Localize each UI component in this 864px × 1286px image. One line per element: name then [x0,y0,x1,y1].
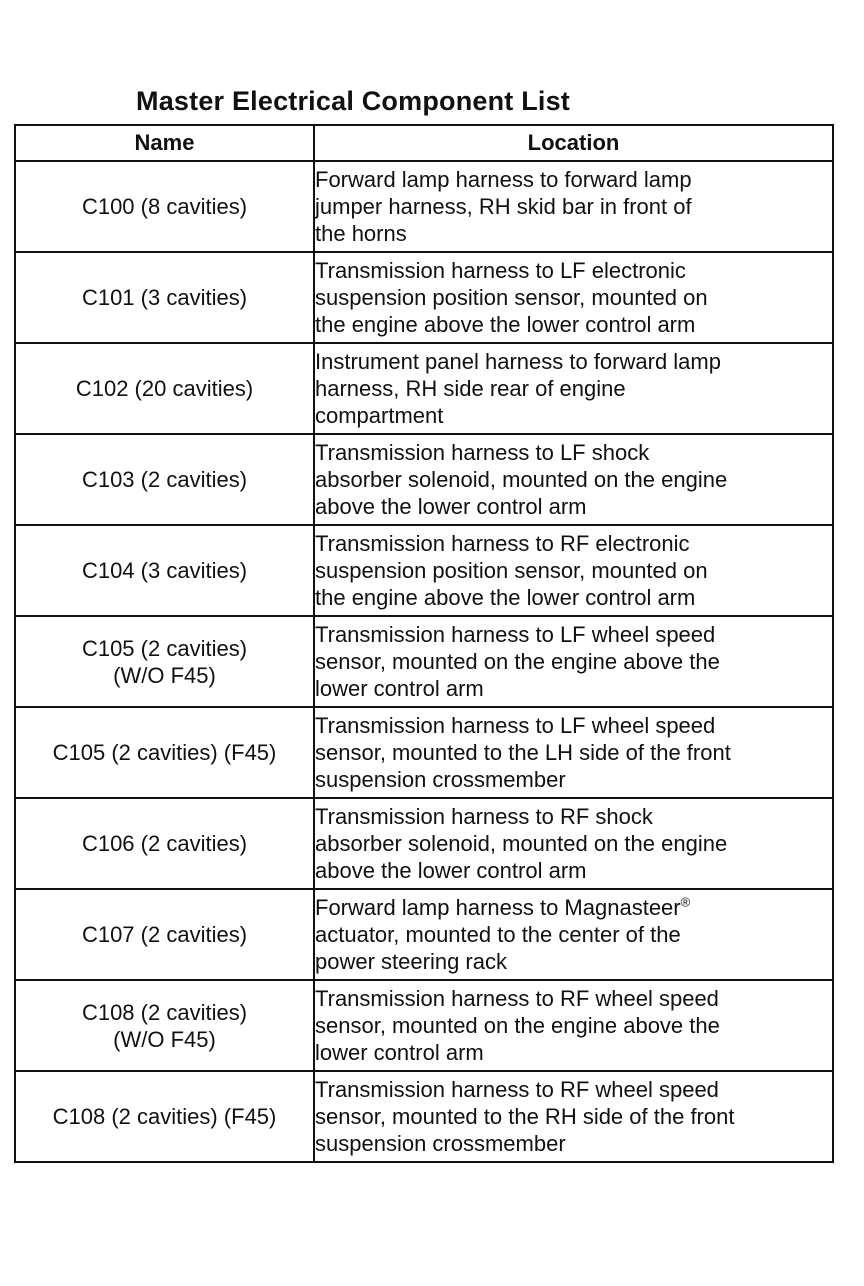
component-location-line: Transmission harness to RF wheel speed [315,1077,719,1102]
component-location-cell [314,616,833,707]
component-location-line: the engine above the lower control arm [315,312,696,337]
component-location-line: absorber solenoid, mounted on the engine [315,831,728,856]
component-location-line: Transmission harness to LF wheel speed [315,622,716,647]
component-name-line: C100 (8 cavities) [81,194,248,219]
component-location-line: Transmission harness to RF electronic [315,531,690,556]
component-name-line: C104 (3 cavities) [81,558,248,583]
table-row [15,980,833,1071]
table-row [15,252,833,343]
component-location-cell [314,434,833,525]
component-location-line: the engine above the lower control arm [315,585,696,610]
component-location-line: suspension crossmember [315,767,566,792]
component-location-cell [314,252,833,343]
component-name-cell [15,525,314,616]
component-name-cell [15,980,314,1071]
component-location-line: Transmission harness to LF shock [315,440,650,465]
page-title: Master Electrical Component List [136,86,570,116]
component-location-line: suspension crossmember [315,1131,566,1156]
table-row [15,434,833,525]
component-location-cell [314,707,833,798]
component-name-line: C106 (2 cavities) [81,831,248,856]
component-name-line: C108 (2 cavities) [81,999,248,1025]
component-name-cell [15,889,314,980]
component-name-cell [15,343,314,434]
component-location-line: Instrument panel harness to forward lamp [315,349,721,374]
table-row [15,1071,833,1162]
component-location-cell [314,161,833,252]
component-location-line: sensor, mounted on the engine above the [315,1013,720,1038]
component-location-line: above the lower control arm [315,494,587,519]
table-row [15,525,833,616]
table-row [15,161,833,252]
component-location-line: absorber solenoid, mounted on the engine [315,467,728,492]
component-name-line: C108 (2 cavities) (F45) [52,1104,277,1129]
component-name-cell [15,616,314,707]
component-location-line: Transmission harness to LF electronic [315,258,686,283]
table-row [15,343,833,434]
table-header-row [15,125,833,161]
table-row [15,798,833,889]
table-body [15,161,833,1162]
column-header-name: Name [15,125,314,161]
component-name-line: (W/O F45) [113,1026,216,1052]
component-location-line: power steering rack [315,949,507,974]
component-location-line: Transmission harness to LF wheel speed [315,713,716,738]
component-table [14,124,834,1163]
component-location-line: jumper harness, RH skid bar in front of [315,194,692,219]
component-location-line: compartment [315,403,444,428]
component-location-cell [314,343,833,434]
component-location-line: sensor, mounted on the engine above the [315,649,720,674]
component-location-line: harness, RH side rear of engine [315,376,626,401]
component-location-line: the horns [315,221,407,246]
component-location-line: lower control arm [315,676,484,701]
component-location-cell [314,980,833,1071]
component-location-cell [314,889,833,980]
component-location-line: actuator, mounted to the center of the [315,922,681,947]
table-row [15,889,833,980]
component-location-cell [314,1071,833,1162]
component-location-cell [314,798,833,889]
table-row [15,616,833,707]
component-name-line: (W/O F45) [113,662,216,688]
component-name-line: C107 (2 cavities) [81,922,248,947]
component-location-line: sensor, mounted to the LH side of the front [315,740,731,765]
component-name-cell [15,434,314,525]
component-location-line: suspension position sensor, mounted on [315,285,708,310]
component-name-cell [15,707,314,798]
component-name-cell [15,798,314,889]
component-name-cell [15,161,314,252]
component-name-line: C103 (2 cavities) [81,467,248,492]
component-location-line: above the lower control arm [315,858,587,883]
component-location-line: suspension position sensor, mounted on [315,558,708,583]
column-header-location: Location [314,125,833,161]
component-location-line: Transmission harness to RF wheel speed [315,986,719,1011]
component-name-line: C101 (3 cavities) [81,285,248,310]
component-location-line: Forward lamp harness to forward lamp [315,167,692,192]
component-name-line: C102 (20 cavities) [75,376,254,401]
table-row [15,707,833,798]
component-location-cell [314,525,833,616]
component-name-cell [15,1071,314,1162]
component-location-line: sensor, mounted to the RH side of the front [315,1104,735,1129]
component-name-line: C105 (2 cavities) (F45) [52,740,277,765]
component-name-cell [15,252,314,343]
component-name-line: C105 (2 cavities) [81,635,248,661]
component-location-line: lower control arm [315,1040,484,1065]
component-location-line: Forward lamp harness to Magnasteer® [315,894,691,920]
component-location-line: Transmission harness to RF shock [315,804,653,829]
